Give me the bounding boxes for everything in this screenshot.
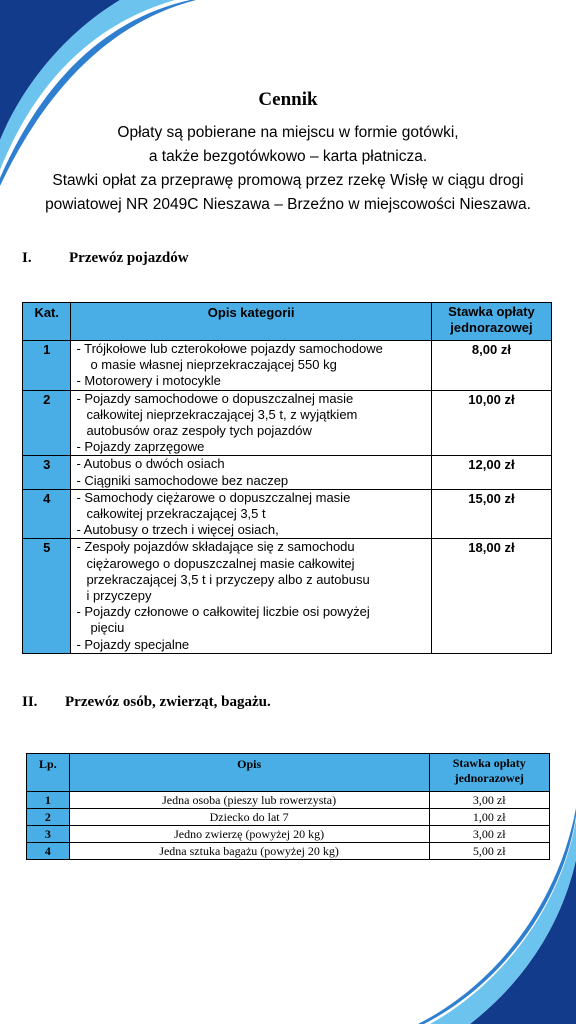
description-line: całkowitej nieprzekraczającej 3,5 t, z wyjątkiem <box>86 406 358 422</box>
description-line: - Pojazdy samochodowe o dopuszczalnej masie <box>76 390 354 406</box>
row-number: 1 <box>27 792 70 809</box>
description-line: - Pojazdy zaprzęgowe <box>76 439 205 455</box>
section-2-heading <box>22 694 271 711</box>
intro-line: Opłaty są pobierane na miejscu w formie gotówki, <box>117 124 459 141</box>
row-description <box>71 456 431 489</box>
table-row <box>23 539 552 653</box>
description-line: - Pojazdy członowe o całkowitej liczbie osi powyżej <box>76 604 370 620</box>
header-stawka-line1: Stawka opłaty <box>452 756 526 770</box>
description-line: pięciu <box>90 620 125 636</box>
intro-line: powiatowej NR 2049C Nieszawa – Brzeźno w miejscowości Nieszawa. <box>45 196 531 213</box>
table-header-row <box>23 303 552 341</box>
description-line: - Ciągniki samochodowe bez naczep <box>76 472 289 488</box>
description-line: całkowitej przekraczającej 3,5 t <box>86 506 266 522</box>
table-row <box>23 489 552 539</box>
header-kat: Kat. <box>23 303 71 341</box>
header-stawka <box>431 303 551 341</box>
row-description <box>71 341 431 391</box>
table-row <box>23 390 552 456</box>
row-description <box>71 539 431 653</box>
header-opis: Opis <box>69 754 429 792</box>
row-description: Jedna sztuka bagażu (powyżej 20 kg) <box>69 843 429 860</box>
intro-line: a także bezgotówkowo – karta płatnicza. <box>148 148 428 165</box>
row-price: 5,00 zł <box>429 843 549 860</box>
page-title: Cennik <box>258 89 318 110</box>
row-price: 3,00 zł <box>429 826 549 843</box>
description-line: - Samochody ciężarowe o dopuszczalnej masie <box>76 489 351 505</box>
description-line: i przyczepy <box>86 588 152 604</box>
row-price: 3,00 zł <box>429 792 549 809</box>
description-line: - Pojazdy specjalne <box>76 636 190 652</box>
section-title: Przewóz pojazdów <box>69 250 189 266</box>
table-row <box>27 809 550 826</box>
table-row <box>27 792 550 809</box>
row-price: 10,00 zł <box>431 390 551 456</box>
header-stawka-line1: Stawka opłaty <box>448 304 535 319</box>
header-opis: Opis kategorii <box>71 303 431 341</box>
intro-line: Stawki opłat za przeprawę promową przez rzekę Wisłę w ciągu drogi <box>52 172 524 189</box>
header-stawka <box>429 754 549 792</box>
section-number: II. <box>22 694 38 710</box>
row-number: 3 <box>27 826 70 843</box>
description-line: - Trójkołowe lub czterokołowe pojazdy samochodowe <box>76 341 383 356</box>
header-lp: Lp. <box>27 754 70 792</box>
description-line: ciężarowego o dopuszczalnej masie całkowitej <box>86 555 355 571</box>
row-number: 2 <box>27 809 70 826</box>
row-category: 4 <box>23 489 71 539</box>
section-number: I. <box>22 250 32 266</box>
row-price: 15,00 zł <box>431 489 551 539</box>
table-row <box>27 843 550 860</box>
section-title: Przewóz osób, zwierząt, bagażu. <box>65 694 271 710</box>
vehicle-rates-table <box>22 302 552 654</box>
row-category: 3 <box>23 456 71 489</box>
header-stawka-line2: jednorazowej <box>454 771 524 785</box>
description-line: - Zespoły pojazdów składające się z samochodu <box>76 539 355 555</box>
row-description: Jedna osoba (pieszy lub rowerzysta) <box>69 792 429 809</box>
row-description: Jedno zwierzę (powyżej 20 kg) <box>69 826 429 843</box>
description-line: - Autobusy o trzech i więcej osiach, <box>76 522 279 538</box>
description-line: przekraczającej 3,5 t i przyczepy albo z autobusu <box>86 571 370 587</box>
row-description <box>71 390 431 456</box>
row-price: 8,00 zł <box>431 341 551 391</box>
row-description: Dziecko do lat 7 <box>69 809 429 826</box>
description-line: autobusów oraz zespoły tych pojazdów <box>86 423 312 439</box>
section-1-heading <box>22 250 189 267</box>
table-row <box>27 826 550 843</box>
table-row <box>23 456 552 489</box>
table-header-row <box>27 754 550 792</box>
row-category: 1 <box>23 341 71 391</box>
row-number: 4 <box>27 843 70 860</box>
header-stawka-line2: jednorazowej <box>450 320 533 335</box>
row-price: 1,00 zł <box>429 809 549 826</box>
passenger-rates-table <box>26 753 550 860</box>
row-description <box>71 489 431 539</box>
row-category: 2 <box>23 390 71 456</box>
description-line: - Autobus o dwóch osiach <box>76 456 225 472</box>
description-line: o masie własnej nieprzekraczającej 550 kg <box>90 357 337 373</box>
description-line: - Motorowery i motocykle <box>76 373 221 389</box>
row-price: 18,00 zł <box>431 539 551 653</box>
row-price: 12,00 zł <box>431 456 551 489</box>
row-category: 5 <box>23 539 71 653</box>
table-row <box>23 341 552 391</box>
